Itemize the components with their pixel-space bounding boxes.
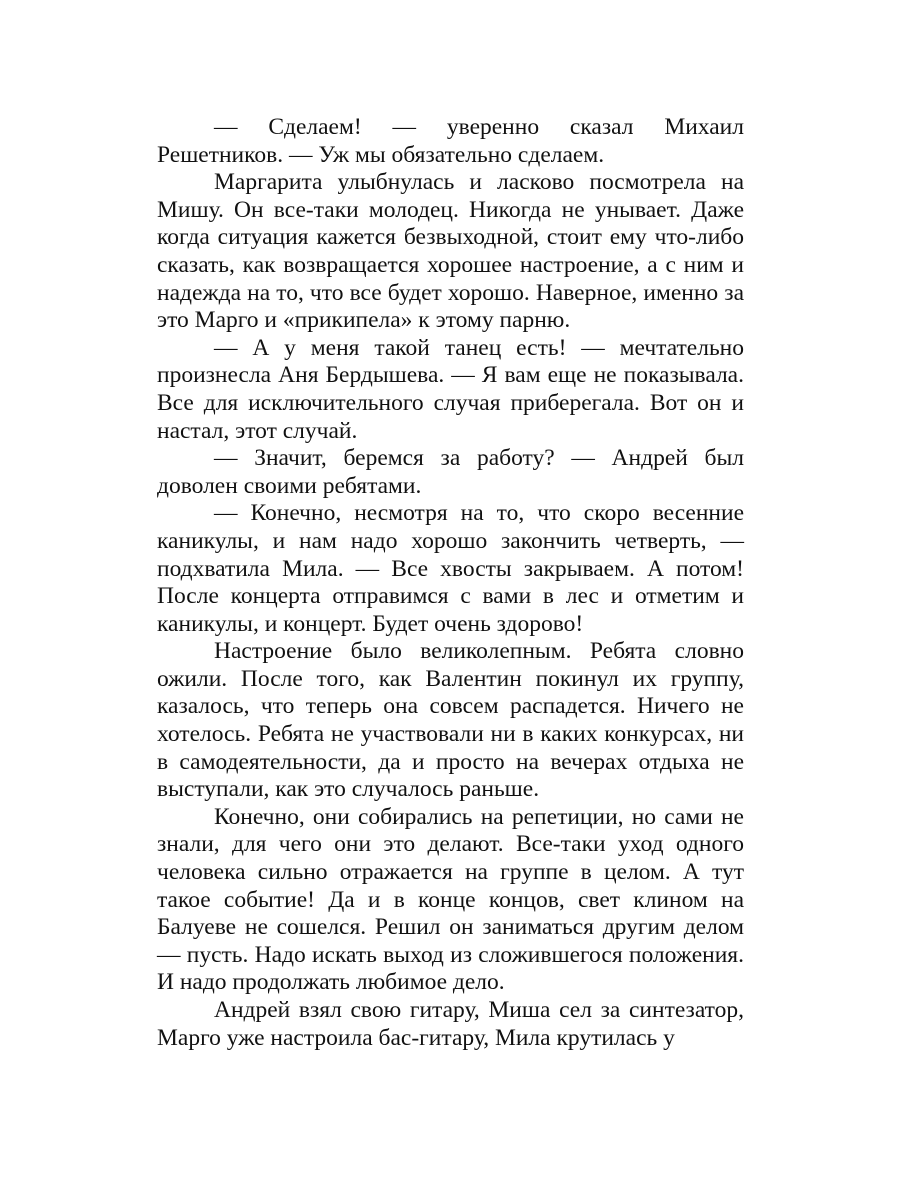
page-text: [157, 114, 744, 1052]
paragraph-5: — Конечно, несмотря на то, что скоро весенние каникулы, и нам надо хорошо закончить четверть, — подхватила Мила. — Все хвосты закрываем. А потом! После концерта отправимся с вами в лес и отметим и каникулы, и концерт. Будет очень здорово!: [157, 500, 744, 637]
paragraph-3: — А у меня такой танец есть! — мечтательно произнесла Аня Бердышева. — Я вам еще не показывала. Все для исключительного случая приберегала. Вот он и настал, этот случай.: [157, 334, 744, 444]
paragraph-2: Маргарита улыбнулась и ласково посмотрела на Мишу. Он все-таки молодец. Никогда не унывает. Даже когда ситуация кажется безвыходной, стоит ему что-либо сказать, как возвращается хорошее настроение, а с ним и надежда на то, что все будет хорошо. Наверное, именно за это Марго и «прикипела» к этому парню.: [157, 169, 744, 334]
paragraph-8: Андрей взял свою гитару, Миша сел за синтезатор, Марго уже настроила бас-гитару, Мила крутилась у: [157, 997, 744, 1051]
paragraph-4: — Значит, беремся за работу? — Андрей был доволен своими ребятами.: [157, 445, 744, 499]
paragraph-1: — Сделаем! — уверенно сказал Михаил Решетников. — Уж мы обязательно сделаем.: [157, 114, 744, 168]
paragraph-7: Конечно, они собирались на репетиции, но сами не знали, для чего они это делают. Все-таки уход одного человека сильно отражается на группе в целом. А тут такое событие! Да и в конце концов, свет клином на Балуеве не сошелся. Решил он заниматься другим делом — пусть. Надо искать выход из сложившегося положения. И надо продолжать любимое дело.: [157, 803, 744, 996]
paragraph-6: Настроение было великолепным. Ребята словно ожили. После того, как Валентин покинул их группу, казалось, что теперь она совсем распадется. Ничего не хотелось. Ребята не участвовали ни в каких конкурсах, ни в самодеятельности, да и просто на вечерах отдыха не выступали, как это случалось раньше.: [157, 638, 744, 803]
